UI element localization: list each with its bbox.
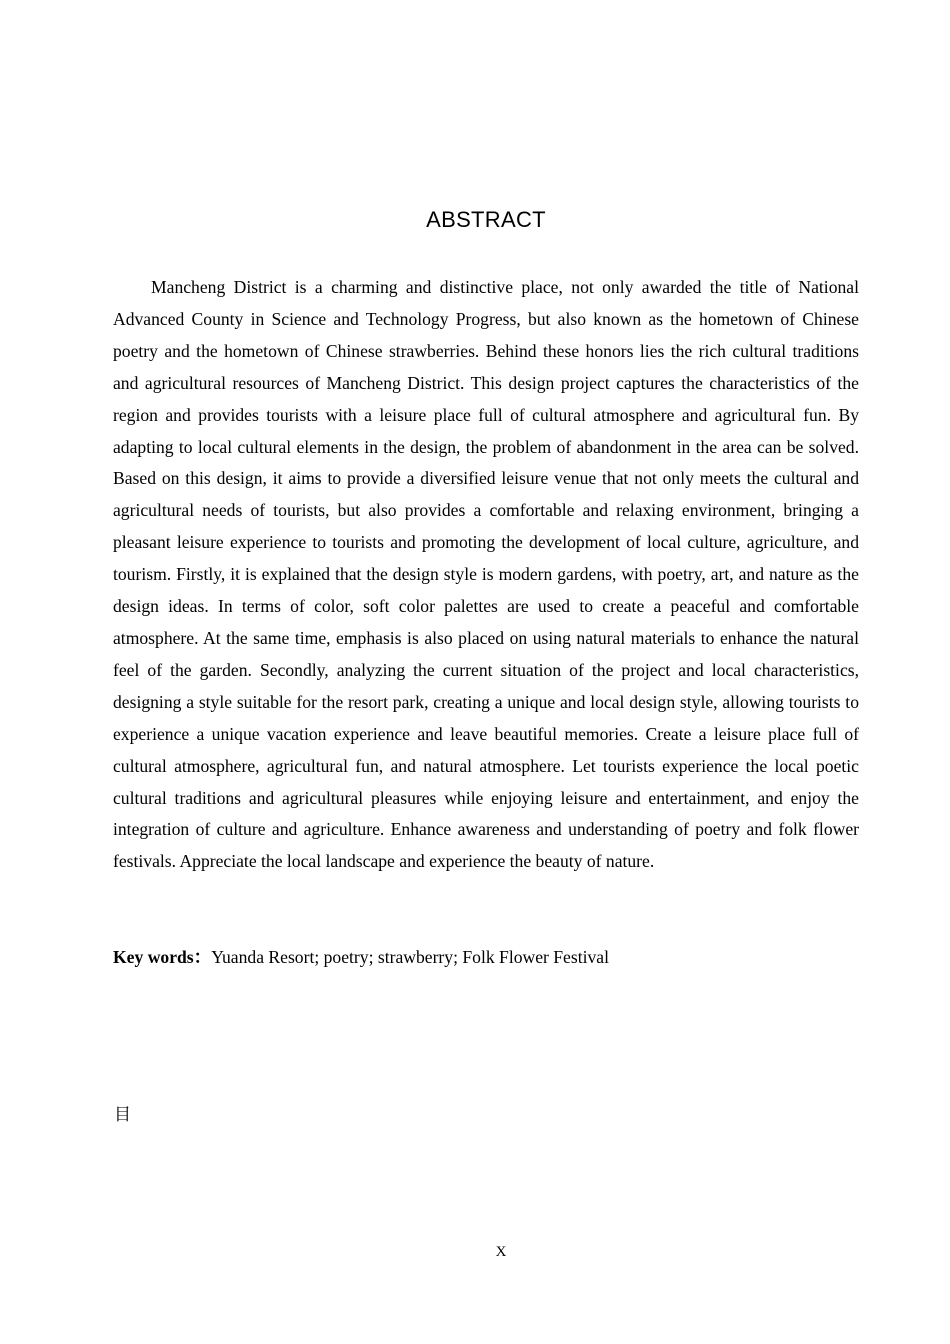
- keywords-line: [113, 942, 859, 974]
- abstract-title: ABSTRACT: [426, 207, 546, 232]
- keywords-label: Key words：: [113, 947, 212, 967]
- toc-heading-fragment: 目: [114, 1105, 131, 1125]
- abstract-paragraph: Mancheng District is a charming and distinctive place, not only awarded the title of National Advanced County in Science and Technology Progress, but also known as the hometown of Chinese poetry and the hometown of Chinese strawberries. Behind these honors lies the rich cultural traditions and agricultural resources of Mancheng District. This design project captures the characteristics of the region and provides tourists with a leisure place full of cultural atmosphere and agricultural fun. By adapting to local cultural elements in the design, the problem of abandonment in the area can be solved. Based on this design, it aims to provide a diversified leisure venue that not only meets the cultural and agricultural needs of tourists, but also provides a comfortable and relaxing environment, bringing a pleasant leisure experience to tourists and promoting the development of local culture, agriculture, and tourism. Firstly, it is explained that the design style is modern gardens, with poetry, art, and nature as the design ideas. In terms of color, soft color palettes are used to create a peaceful and comfortable atmosphere. At the same time, emphasis is also placed on using natural materials to enhance the natural feel of the garden. Secondly, analyzing the current situation of the project and local characteristics, designing a style suitable for the resort park, creating a unique and local design style, allowing tourists to experience a unique vacation experience and leave beautiful memories. Create a leisure place full of cultural atmosphere, agricultural fun, and natural atmosphere. Let tourists experience the local poetic cultural traditions and agricultural pleasures while enjoying leisure and entertainment, and enjoy the integration of culture and agriculture. Enhance awareness and understanding of poetry and folk flower festivals. Appreciate the local landscape and experience the beauty of nature.: [113, 277, 859, 872]
- page-number: X: [495, 1244, 507, 1260]
- keywords-list: Yuanda Resort; poetry; strawberry; Folk Flower Festival: [211, 947, 609, 967]
